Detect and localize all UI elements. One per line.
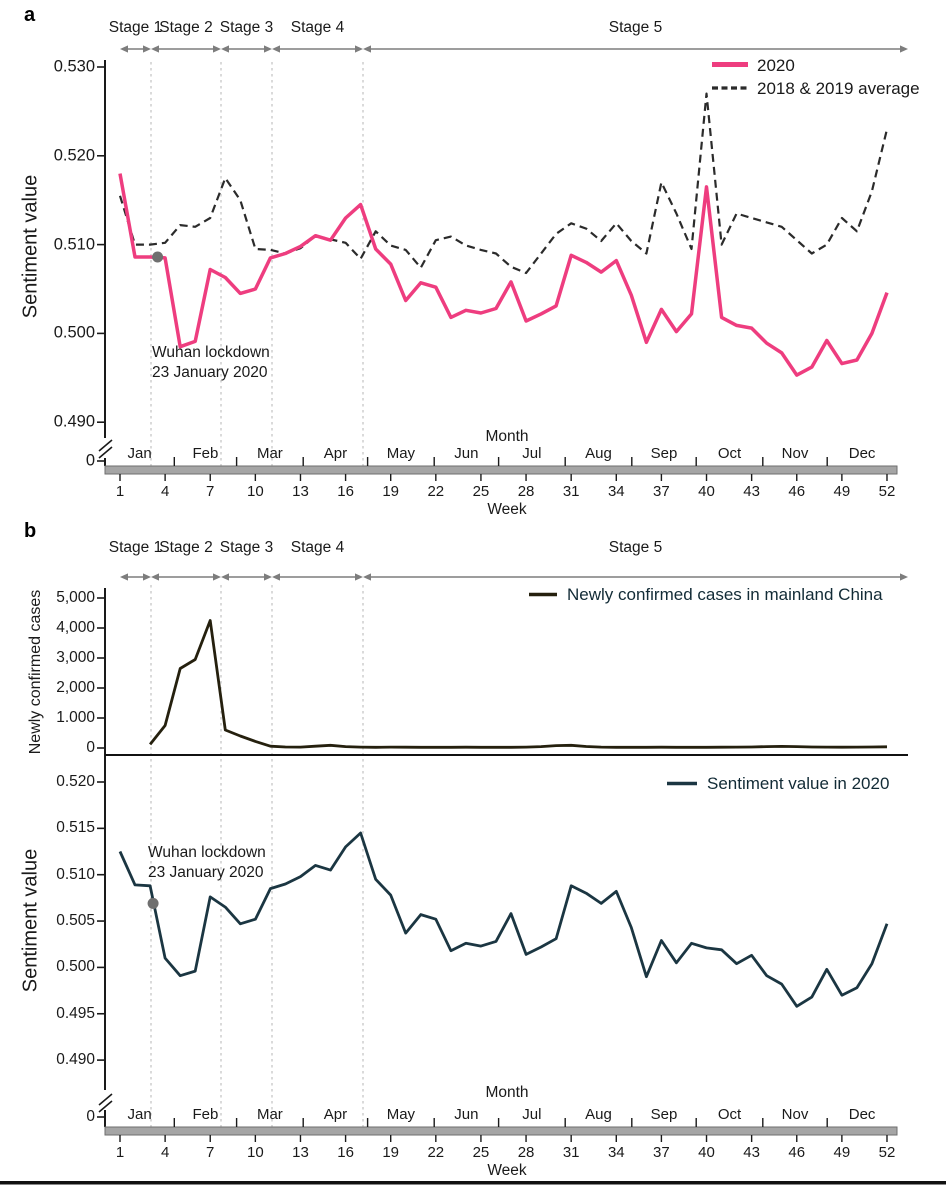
wuhan-lockdown-annotation-b <box>148 843 266 883</box>
month-label-nov: Nov <box>781 445 809 462</box>
month-label-jan: Jan <box>127 1106 152 1123</box>
panel-b-cases-tick-label: 4,000 <box>56 619 95 637</box>
panel-b-cases-tick-label: 2,000 <box>56 679 95 697</box>
stage-label-2: Stage 2 <box>159 19 213 36</box>
month-label-jun: Jun <box>454 1106 479 1123</box>
month-label-dec: Dec <box>848 445 876 462</box>
figure-bottom-border <box>0 1181 946 1185</box>
panel-a-week-axis-title: Week <box>487 501 527 518</box>
panel-b-sentiment-axis-title: Sentiment value <box>19 848 42 993</box>
panel-b-cases-tick-label: 1.000 <box>56 709 95 727</box>
week-tick-label: 13 <box>292 1144 309 1161</box>
stage-1-arrow-left-arrowhead-icon <box>120 45 128 52</box>
panel-a-y-axis-title: Sentiment value <box>19 174 42 319</box>
stage-4-arrow-right-arrowhead-icon <box>355 573 363 580</box>
panel-b-sentiment-tick-label: 0.520 <box>56 773 95 791</box>
week-tick-label: 19 <box>382 483 400 500</box>
week-tick-label: 37 <box>653 483 670 500</box>
month-label-jun: Jun <box>454 445 479 462</box>
panel-a-zero-tick-label: 0 <box>85 451 95 470</box>
series-newly-confirmed-cases-line <box>150 621 887 748</box>
annotation-line1: Wuhan lockdown <box>152 344 270 361</box>
week-tick-label: 49 <box>833 483 851 500</box>
stage-2-arrow-right-arrowhead-icon <box>213 573 221 580</box>
month-label-jul: Jul <box>522 445 542 462</box>
stage-2-arrow-left-arrowhead-icon <box>151 45 159 52</box>
stage-5-arrow-left-arrowhead-icon <box>363 45 371 52</box>
legend-label-2018-2019-average: 2018 & 2019 average <box>757 79 920 98</box>
wuhan-lockdown-marker-dot <box>148 898 159 909</box>
panel-b-week-axis-title: Week <box>487 1162 527 1179</box>
week-tick-label: 13 <box>292 483 309 500</box>
week-tick-label: 34 <box>607 1144 625 1161</box>
week-tick-label: 40 <box>698 1144 715 1161</box>
stage-5-arrow-left-arrowhead-icon <box>363 573 371 580</box>
legend-label-sentiment-2020: Sentiment value in 2020 <box>707 774 890 793</box>
stage-1-arrow-left-arrowhead-icon <box>120 573 128 580</box>
panel-b-zero-tick-label: 0 <box>86 1108 95 1126</box>
stage-3-arrow-right-arrowhead-icon <box>264 573 272 580</box>
month-label-feb: Feb <box>192 1106 219 1123</box>
week-tick-label: 40 <box>698 483 715 500</box>
week-tick-label: 4 <box>160 1144 170 1161</box>
stage-4-arrow-left-arrowhead-icon <box>272 573 280 580</box>
month-label-apr: Apr <box>323 445 348 462</box>
panel-b-sentiment-tick-label: 0.495 <box>56 1004 95 1022</box>
week-tick-label: 22 <box>427 483 445 500</box>
week-tick-label: 1 <box>115 1144 125 1161</box>
week-tick-label: 31 <box>562 1144 580 1161</box>
week-tick-label: 16 <box>337 1144 354 1161</box>
month-label-jan: Jan <box>127 445 152 462</box>
stage-label-5: Stage 5 <box>608 539 663 556</box>
panel-b-cases-tick-label: 3,000 <box>56 649 95 667</box>
week-tick-label: 46 <box>788 483 806 500</box>
panel-a-y-tick-label: 0.490 <box>53 412 95 431</box>
stage-label-2: Stage 2 <box>159 539 213 556</box>
stage-label-4: Stage 4 <box>290 539 345 556</box>
panel-b-month-axis-title: Month <box>485 1084 529 1101</box>
month-label-mar: Mar <box>256 1106 283 1123</box>
week-tick-label: 49 <box>833 1144 851 1161</box>
stage-label-3: Stage 3 <box>219 539 274 556</box>
week-tick-label: 4 <box>160 483 170 500</box>
panel-b-sentiment-tick-label: 0.490 <box>56 1051 95 1069</box>
week-tick-label: 43 <box>743 1144 760 1161</box>
week-tick-label: 25 <box>472 1144 490 1161</box>
panel-b-letter: b <box>24 520 37 542</box>
wuhan-lockdown-annotation-a <box>152 343 270 383</box>
stage-label-4: Stage 4 <box>290 19 345 36</box>
panel-a-month-axis-title: Month <box>485 428 529 445</box>
wuhan-lockdown-marker-dot <box>152 252 163 263</box>
stage-1-arrow-right-arrowhead-icon <box>143 573 151 580</box>
stage-4-arrow-left-arrowhead-icon <box>272 45 280 52</box>
month-label-aug: Aug <box>585 445 612 462</box>
stage-label-5: Stage 5 <box>608 19 663 36</box>
stage-label-1: Stage 1 <box>108 539 163 556</box>
legend-label-2020: 2020 <box>757 56 795 75</box>
panel-b-cases-tick-label: 5,000 <box>56 589 95 607</box>
week-tick-label: 37 <box>653 1144 670 1161</box>
week-tick-label: 1 <box>115 483 125 500</box>
month-label-may: May <box>386 445 416 462</box>
stage-4-arrow-right-arrowhead-icon <box>355 45 363 52</box>
week-tick-label: 25 <box>472 483 490 500</box>
week-tick-label: 16 <box>337 483 354 500</box>
panel-b-sentiment-tick-label: 0.500 <box>56 958 95 976</box>
stage-3-arrow-left-arrowhead-icon <box>221 45 229 52</box>
week-tick-label: 19 <box>382 1144 400 1161</box>
month-label-apr: Apr <box>323 1106 348 1123</box>
stage-5-arrow-right-arrowhead-icon <box>900 45 908 52</box>
month-label-sep: Sep <box>650 1106 678 1123</box>
stage-3-arrow-right-arrowhead-icon <box>264 45 272 52</box>
week-tick-label: 43 <box>743 483 760 500</box>
week-tick-label: 10 <box>247 483 264 500</box>
week-tick-label: 52 <box>878 1144 896 1161</box>
panel-a-y-tick-label: 0.520 <box>53 146 95 165</box>
month-label-aug: Aug <box>585 1106 612 1123</box>
month-label-may: May <box>386 1106 416 1123</box>
panel-a-month-bar <box>105 466 897 474</box>
month-label-dec: Dec <box>848 1106 876 1123</box>
panel-b-month-bar <box>105 1127 897 1135</box>
panel-b-sentiment-tick-label: 0.510 <box>56 865 95 883</box>
stage-label-3: Stage 3 <box>219 19 274 36</box>
stage-2-arrow-left-arrowhead-icon <box>151 573 159 580</box>
month-label-jul: Jul <box>522 1106 542 1123</box>
week-tick-label: 7 <box>206 483 215 500</box>
week-tick-label: 46 <box>788 1144 806 1161</box>
month-label-mar: Mar <box>256 445 283 462</box>
stage-3-arrow-left-arrowhead-icon <box>221 573 229 580</box>
panel-b-cases-axis-title: Newly confirmed cases <box>27 589 44 755</box>
stage-label-1: Stage 1 <box>108 19 163 36</box>
week-tick-label: 52 <box>878 483 896 500</box>
panel-b-cases-tick-label: 0 <box>86 739 95 757</box>
panel-b-sentiment-tick-label: 0.505 <box>56 912 95 930</box>
annotation-line1: Wuhan lockdown <box>148 844 266 861</box>
week-tick-label: 10 <box>247 1144 264 1161</box>
stage-2-arrow-right-arrowhead-icon <box>213 45 221 52</box>
month-label-feb: Feb <box>192 445 219 462</box>
week-tick-label: 28 <box>517 483 535 500</box>
month-label-oct: Oct <box>717 445 742 462</box>
month-label-oct: Oct <box>717 1106 742 1123</box>
week-tick-label: 22 <box>427 1144 445 1161</box>
month-label-nov: Nov <box>781 1106 809 1123</box>
stage-5-arrow-right-arrowhead-icon <box>900 573 908 580</box>
panel-b-sentiment-tick-label: 0.515 <box>56 819 95 837</box>
panel-a-y-tick-label: 0.530 <box>53 57 95 76</box>
stage-1-arrow-right-arrowhead-icon <box>143 45 151 52</box>
series-2018-2019-average-line <box>120 94 887 273</box>
week-tick-label: 34 <box>607 483 625 500</box>
panel-a-y-tick-label: 0.510 <box>53 235 95 254</box>
panel-a-letter: a <box>24 4 36 26</box>
legend-label-newly-confirmed-cases: Newly confirmed cases in mainland China <box>567 585 883 604</box>
panel-a-y-tick-label: 0.500 <box>53 323 95 342</box>
week-tick-label: 28 <box>517 1144 535 1161</box>
annotation-line2: 23 January 2020 <box>152 364 268 381</box>
week-tick-label: 7 <box>206 1144 215 1161</box>
week-tick-label: 31 <box>562 483 580 500</box>
month-label-sep: Sep <box>650 445 678 462</box>
annotation-line2: 23 January 2020 <box>148 864 264 881</box>
